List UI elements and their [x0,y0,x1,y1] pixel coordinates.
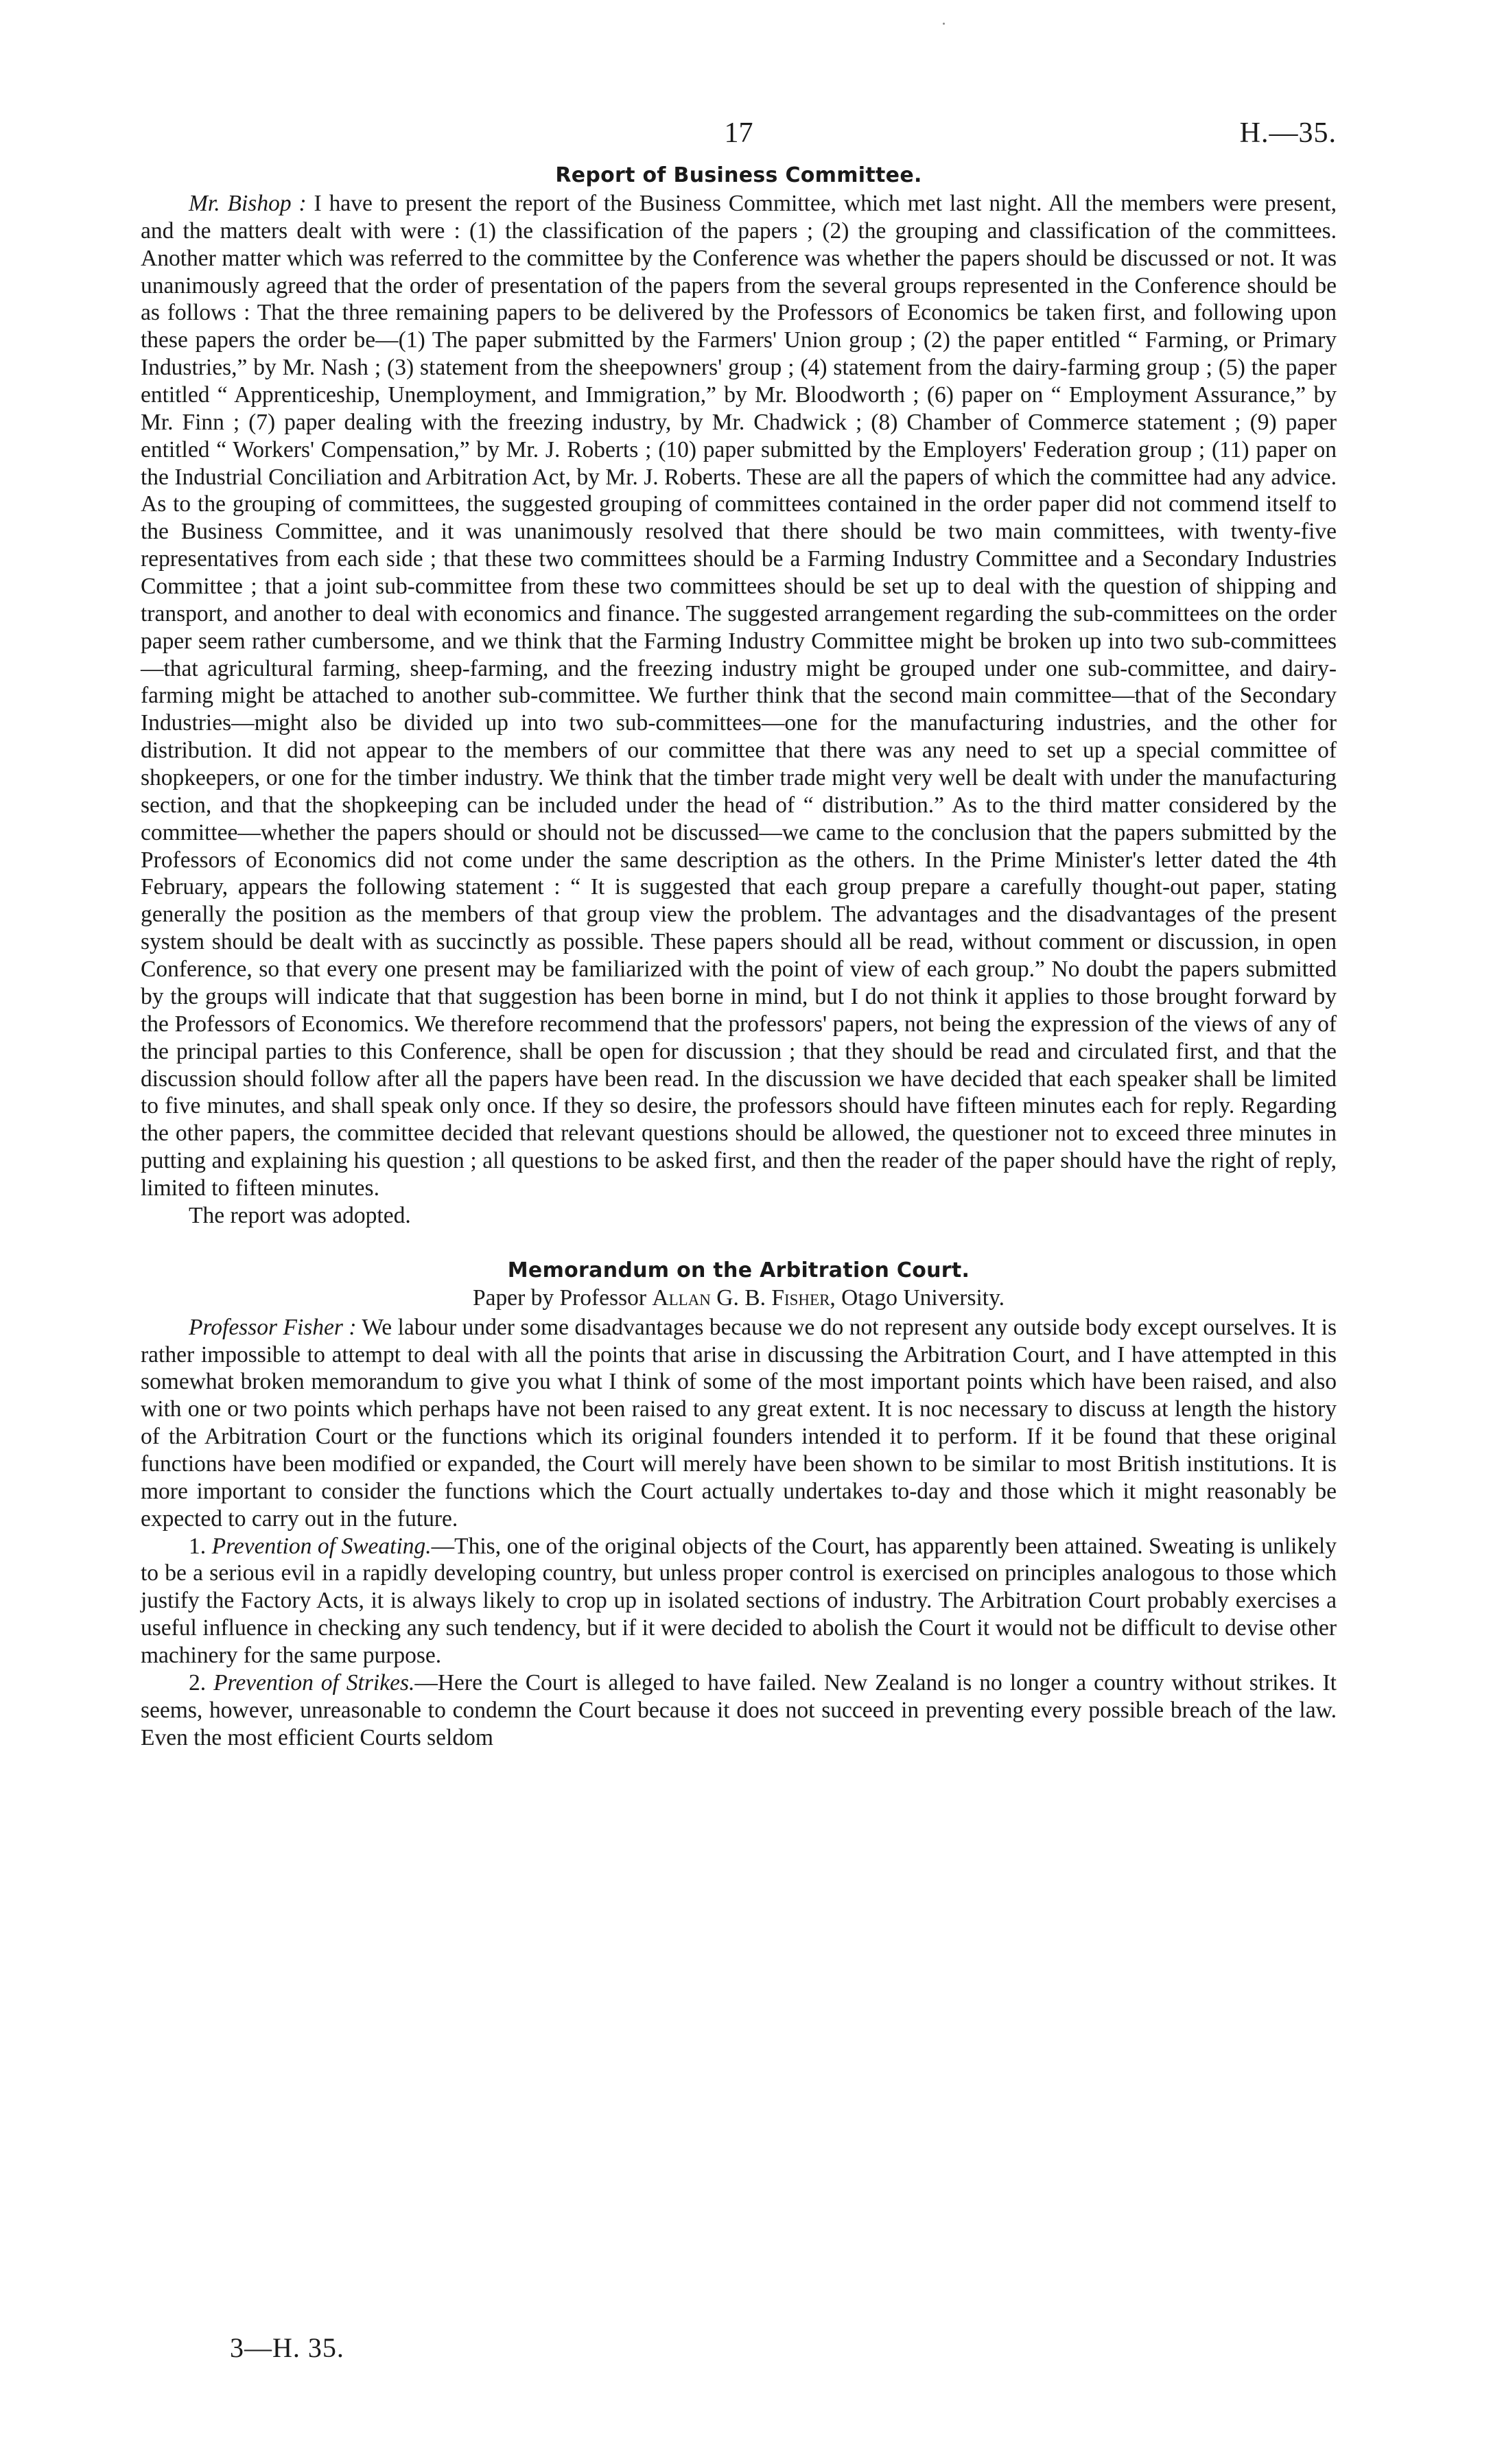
item-title: Prevention of Sweating. [211,1533,432,1559]
document-page [141,103,1337,1751]
arbitration-court-memorandum [141,1258,1337,1752]
document-reference: H.—35. [1239,117,1337,149]
item-title: Prevention of Strikes. [213,1669,415,1696]
item-number: 2. [189,1669,214,1696]
byline-suffix: , Otago University. [830,1284,1005,1311]
memorandum-intro-paragraph [141,1314,1337,1533]
item-text: —This, one of the original objects of the Court, has apparently been attained. Sweating is unlikely to be a serious evil in a rapidly developing country, but unless proper control is exercised on principles analogous to those which justify the Factory Acts, it is always likely to crop up in isolated sections of industry. The Arbitration Court probably exercises a useful influence in checking any such tendency, but if it were decided to abolish the Court it would not be difficult to devise other machinery for the same purpose. [141,1533,1337,1668]
speaker-name: Mr. Bishop : [189,191,307,216]
item-number: 1. [189,1533,212,1559]
report-paragraph [141,190,1337,1202]
numbered-item-2 [141,1669,1337,1752]
item-text: —Here the Court is alleged to have failed. New Zealand is no longer a country without strikes. It seems, however, unreasonable to condemn the Court because it does not succeed in preventing every possible breach of the law. Even the most efficient Courts seldom [141,1669,1337,1750]
byline-prefix: Paper by Professor [472,1284,653,1311]
section-title: Report of Business Committee. [555,163,922,187]
section-gap [141,1230,1337,1253]
numbered-item-1 [141,1533,1337,1669]
speaker-name: Professor Fisher : [189,1314,357,1340]
author-name: Allan G. B. Fisher [652,1284,830,1311]
page-header [141,103,1337,158]
speck [943,23,945,25]
paragraph-text: We labour under some disadvantages because we do not represent any outside body except ourselves. It is rather impossible to attempt to deal with all the points that arise in discussing the Arbitration Court, and I have attempted in this somewhat broken memorandum to give you what I think of some of the most important points which have been raised, and also with one or two points which perhaps have not been raised to any great extent. It is noc necessary to discuss at length the history of the Arbitration Court or the functions which its original founders intended it to perform. If it be found that these original functions have been modified or expanded, the Court will merely have been shown to be similar to most British institutions. It is more important to consider the functions which the Court actually undertakes to-day and those which it might reasonably be expected to carry out in the future. [141,1314,1337,1532]
paper-byline [141,1285,1337,1311]
paragraph-text: I have to present the report of the Business Committee, which met last night. All the members were present, and the matters dealt with were : (1) the classification of the papers ; (2) the grouping and classification of the committees. Another matter which was referred to the committee by the Conference was whether the papers should be discussed or not. It was unanimously agreed that the order of presentation of the papers from the several groups represented in the Conference should be as follows : That the three remaining papers to be delivered by the Professors of Economics be taken first, and following upon these papers the order be—(1) The paper submitted by the Farmers' Union group ; (2) the paper entitled “ Farming, or Primary Industries,” by Mr. Nash ; (3) statement from the sheepowners' group ; (4) statement from the dairy-farming group ; (5) the paper entitled “ Apprenticeship, Unemployment, and Immigration,” by Mr. Bloodworth ; (6) paper on “ Employment Assurance,” by Mr. Finn ; (7) paper dealing with the freezing industry, by Mr. Chadwick ; (8) Chamber of Commerce statement ; (9) paper entitled “ Workers' Compensation,” by Mr. J. Roberts ; (10) paper submitted by the Employers' Federation group ; (11) paper on the Industrial Conciliation and Arbitration Act, by Mr. J. Roberts. These are all the papers of which the committee had any advice. As to the grouping of committees, the suggested grouping of committees contained in the order paper did not commend itself to the Business Committee, and it was unanimously resolved that there should be two main committees, with twenty-five representatives from each side ; that these two committees should be a Farming Industry Committee and a Secondary Industries Committee ; that a joint sub-committee from these two committees should be set up to deal with the question of shipping and transport, and another to deal with economics and finance. The suggested arrangement regarding the sub-committees on the order paper seem rather cumbersome, and we think that the Farming Industry Committee might be broken up into two sub-committees—that agricultural farming, sheep-farming, and the freezing industry might be grouped under one sub-committee, and dairy-farming might be attached to another sub-committee. We further think that the second main committee—that of the Secondary Industries—might also be divided up into two sub-committees—one for the manufacturing industries, and the other for distribution. It did not appear to the members of our committee that there was any need to set up a special committee of shopkeepers, or one for the timber industry. We think that the timber trade might very well be dealt with under the manufacturing section, and that the shopkeeping can be included under the head of “ distribution.” As to the third matter considered by the committee—whether the papers should or should not be discussed—we came to the conclusion that the papers submitted by the Professors of Economics did not come under the same description as the others. In the Prime Minister's letter dated the 4th February, appears the following statement : “ It is suggested that each group prepare a carefully thought-out paper, stating generally the position as the members of that group view the problem. The advantages and the disadvantages of the present system should be dealt with as succinctly as possible. These papers should all be read, without comment or discussion, in open Conference, so that every one present may be familiarized with the point of view of each group.” No doubt the papers submitted by the groups will indicate that that suggestion has been borne in mind, but I do not think it applies to those brought forward by the Professors of Economics. We therefore recommend that the professors' papers, not being the expression of the views of any of the principal parties to this Conference, shall be open for discussion ; that they should be read and circulated first, and that the discussion should follow after all the papers have been read. In the discussion we have decided that each speaker shall be limited to five minutes, and shall speak only once. If they so desire, the professors should have fifteen minutes each for reply. Regarding the other papers, the committee decided that relevant questions should be allowed, the questioner not to exceed three minutes in putting and explaining his question ; all questions to be asked first, and then the reader of the paper should have the right of reply, limited to fifteen minutes. [141,191,1337,1201]
business-committee-report [141,163,1337,1230]
page-number: 17 [724,117,753,149]
adoption-paragraph: The report was adopted. [189,1202,411,1228]
footer-signature: 3—H. 35. [230,2332,344,2363]
section-title: Memorandum on the Arbitration Court. [507,1258,970,1282]
